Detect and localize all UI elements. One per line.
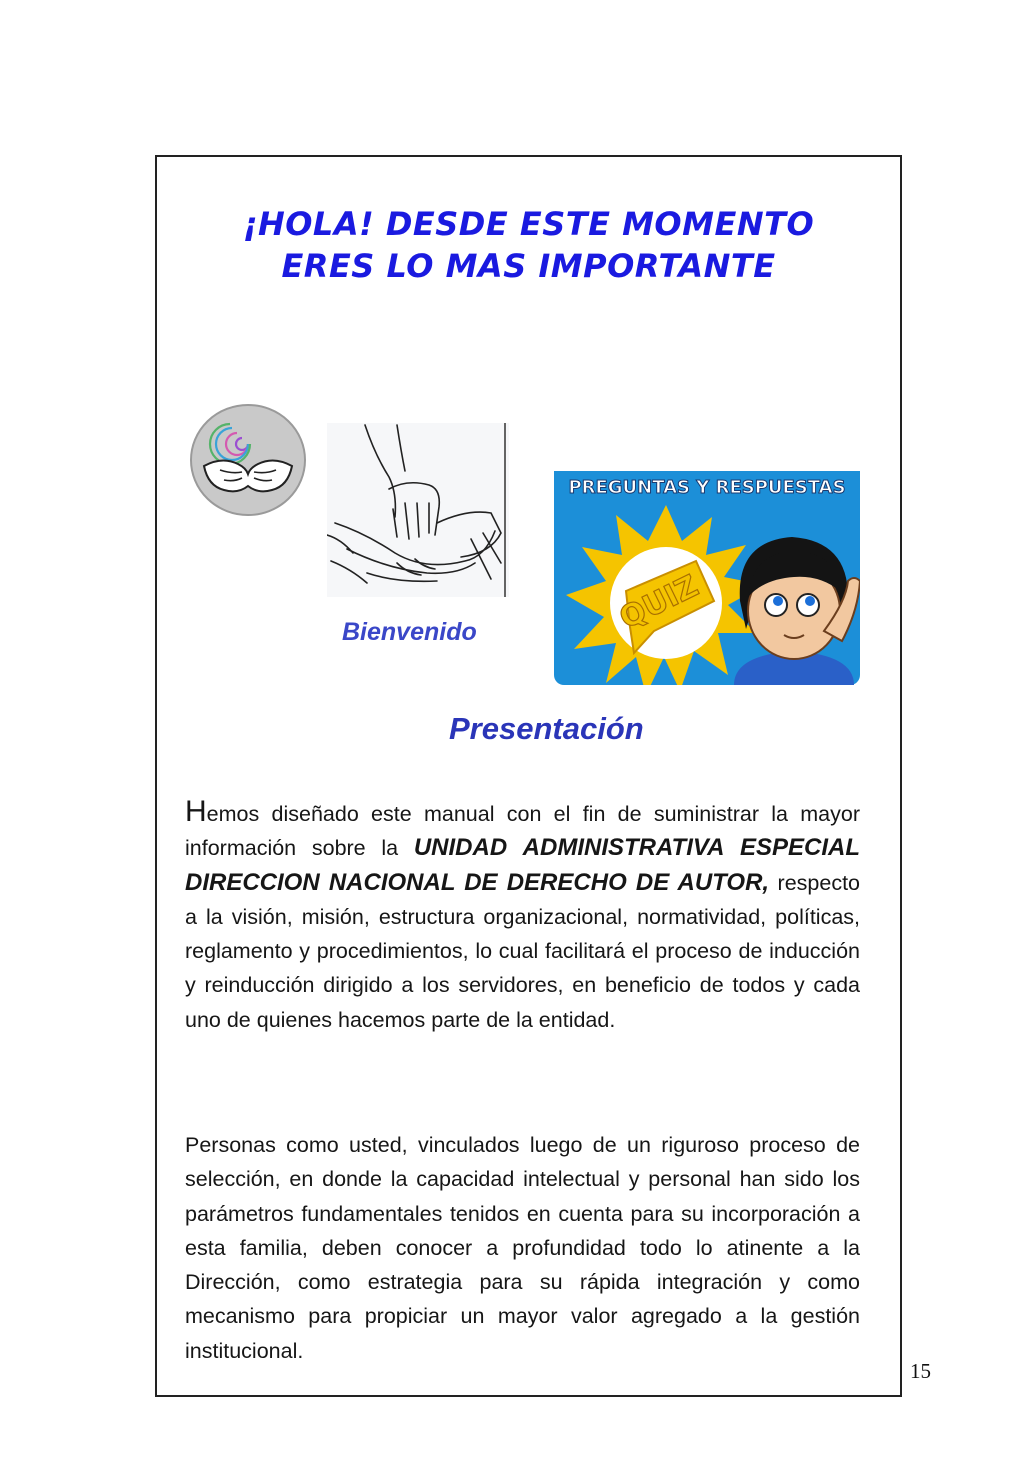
paragraph-initial: H: [185, 795, 207, 828]
title-line-2: ERES LO MAS IMPORTANTE: [281, 247, 776, 285]
paragraph-2: Personas como usted, vinculados luego de un riguroso proceso de selección, en donde la capacidad intelectual y personal han sido los parámetros fundamentales tenidos en cuenta para su incorporación a esta familia, deben conocer a profundidad todo lo atinente a la Dirección, como estrategia para su rápida integración y como mecanismo para propiciar un mayor valor agregado a la gestión institucional.: [185, 1133, 860, 1363]
title-line-1: ¡HOLA! DESDE ESTE MOMENTO: [242, 205, 815, 243]
paragraph-1: [185, 797, 860, 1037]
paragraph-1-text-b: respecto a la visión, misión, estructura organizacional, normatividad, políticas, reglamento y procedimientos, lo cual facilitará el proceso de inducción y reinducción dirigido a los servidores, en beneficio de todos y cada uno de quienes hacemos parte de la entidad.: [185, 870, 861, 1032]
joined-hands-sketch: [327, 423, 509, 597]
page-title: [155, 203, 902, 287]
quiz-bubble-text: QUIZ: [614, 568, 704, 637]
hands-spiral-logo: [190, 404, 306, 516]
section-title: Presentación: [449, 711, 644, 746]
entity-name: UNIDAD ADMINISTRATIVA ESPECIAL DIRECCION NACIONAL DE DERECHO DE AUTOR,: [185, 834, 860, 896]
quiz-banner: PREGUNTAS Y RESPUESTAS: [568, 477, 846, 498]
welcome-label: Bienvenido: [342, 618, 477, 646]
quiz-illustration: [554, 471, 860, 685]
paragraph-1-text-a: emos diseñado este manual con el fin de suministrar la mayor información sobre la: [185, 802, 860, 861]
page-number: 15: [910, 1359, 931, 1383]
